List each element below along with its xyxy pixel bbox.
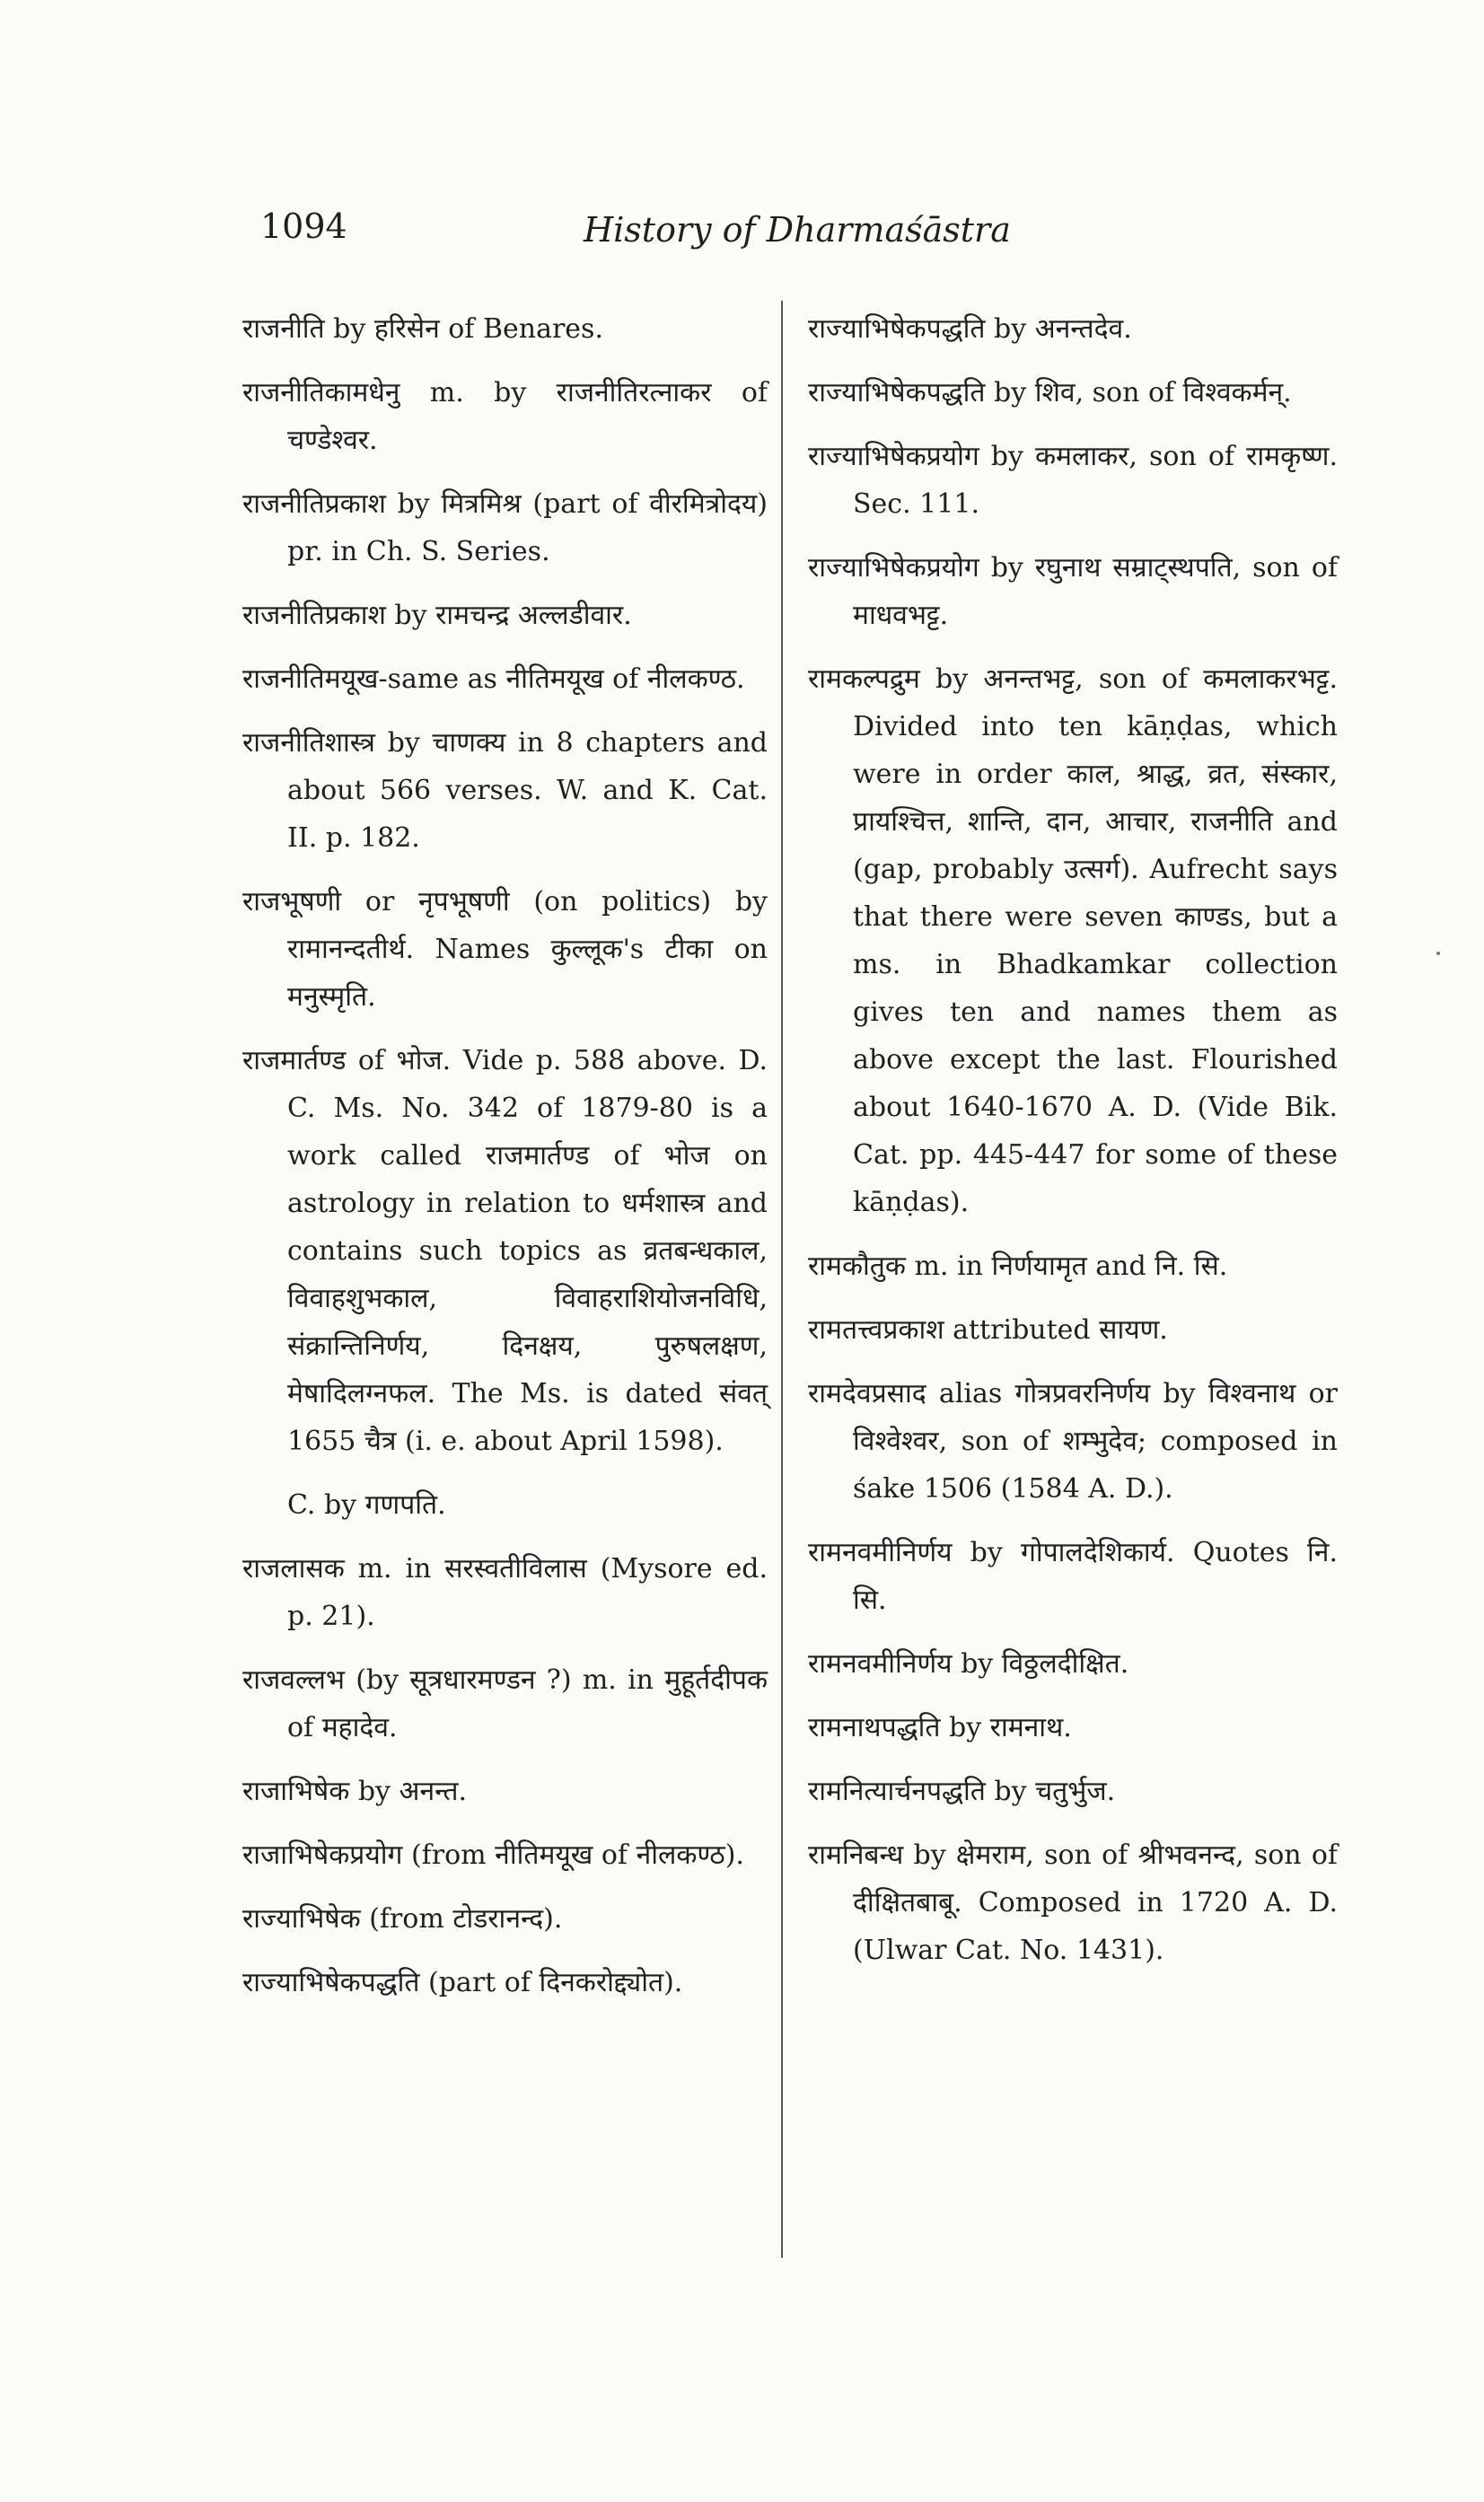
left-column: [242, 305, 768, 2023]
entry: राज्याभिषेकपद्धति (part of दिनकरोद्द्योत).: [242, 1967, 683, 1998]
entry: राजनीतिप्रकाश by मित्रमिश्र (part of वीरमित्रोदय) pr. in Ch. S. Series.: [242, 488, 768, 567]
entry: रामनिबन्ध by क्षेमराम, son of श्रीभवनन्द, son of दीक्षितबाबू. Composed in 1720 A. D. (Ulwar Cat. No. 1431).: [808, 1839, 1338, 1966]
scan-speck: [1436, 952, 1440, 955]
page-number: 1094: [260, 206, 347, 246]
entry: रामदेवप्रसाद alias गोत्रप्रवरनिर्णय by विश्वनाथ or विश्वेश्वर, son of शम्भुदेव; composed in śake 1506 (1584 A. D.).: [808, 1378, 1338, 1505]
entry: राजमार्तण्ड of भोज. Vide p. 588 above. D. C. Ms. No. 342 of 1879-80 is a work called राजमार्तण्ड of भोज on astrology in relation to धर्मशास्त्र and contains such topics as व्रतबन्धकाल, विवाहशुभकाल, विवाहराशियोजनविधि, संक्रान्तिनिर्णय, दिनक्षय, पुरुषलक्षण, मेषादिलग्नफल. The Ms. is dated संवत् 1655 चैत्र (i. e. about April 1598).: [242, 1045, 768, 1457]
entry: राजनीतिमयूख-same as नीतिमयूख of नीलकण्ठ.: [242, 663, 745, 695]
entry: राजाभिषेकप्रयोग (from नीतिमयूख of नीलकण्ठ).: [242, 1839, 744, 1871]
entry: राज्याभिषेकप्रयोग by कमलाकर, son of रामकृष्ण. Sec. 111.: [808, 441, 1338, 520]
entry: रामनवमीनिर्णय by गोपालदेशिकार्य. Quotes नि. सि.: [808, 1537, 1338, 1616]
entry: राजनीतिशास्त्र by चाणक्य in 8 chapters and about 566 verses. W. and K. Cat. II. p. 182.: [242, 727, 768, 854]
entry: राजनीतिप्रकाश by रामचन्द्र अल्लडीवार.: [242, 600, 632, 631]
column-divider: [781, 301, 783, 2258]
entry: रामनवमीनिर्णय by विठ्ठलदीक्षित.: [808, 1648, 1129, 1680]
entry: राज्याभिषेकपद्धति by अनन्तदेव.: [808, 313, 1132, 345]
entry: राजनीति by हरिसेन of Benares.: [242, 313, 603, 345]
entry: रामनित्यार्चनपद्धति by चतुर्भुज.: [808, 1776, 1116, 1807]
entry: राज्याभिषेकपद्धति by शिव, son of विश्वकर्मन्.: [808, 377, 1292, 408]
entry: राज्याभिषेक (from टोडरानन्द).: [242, 1903, 563, 1935]
entry: राजभूषणी or नृपभूषणी (on politics) by रामानन्दतीर्थ. Names कुल्लूक's टीका on मनुस्मृति.: [242, 886, 768, 1013]
entry: राजनीतिकामधेनु m. by राजनीतिरत्नाकर of चण्डेश्वर.: [242, 377, 768, 456]
entry: राजाभिषेक by अनन्त.: [242, 1776, 467, 1807]
entry: रामकौतुक m. in निर्णयामृत and नि. सि.: [808, 1251, 1228, 1282]
entry: राजलासक m. in सरस्वतीविलास (Mysore ed. p. 21).: [242, 1553, 768, 1632]
entry: रामतत्त्वप्रकाश attributed सायण.: [808, 1314, 1168, 1346]
entry: रामकल्पद्रुम by अनन्तभट्ट, son of कमलाकरभट्ट. Divided into ten kāṇḍas, which were in order काल, श्राद्ध, व्रत, संस्कार, प्रायश्चित्त, शान्ति, दान, आचार, राजनीति and (gap, probably उत्सर्ग). Aufrecht says that there were seven काण्डs, but a ms. in Bhadkamkar collection gives ten and names them as above except the last. Flourished about 1640-1670 A. D. (Vide Bik. Cat. pp. 445-447 for some of these kāṇḍas).: [808, 663, 1338, 1218]
running-title: History of Dharmaśāstra: [584, 210, 1011, 250]
page-header: [260, 198, 1302, 269]
entry: C. by गणपति.: [287, 1489, 446, 1521]
entry: रामनाथपद्धति by रामनाथ.: [808, 1712, 1072, 1743]
entry: राजवल्लभ (by सूत्रधारमण्डन ?) m. in मुहूर्तदीपक of महादेव.: [242, 1664, 768, 1743]
entry: राज्याभिषेकप्रयोग by रघुनाथ सम्राट्स्थपति, son of माधवभट्ट.: [808, 552, 1338, 631]
right-column: [808, 305, 1338, 1990]
